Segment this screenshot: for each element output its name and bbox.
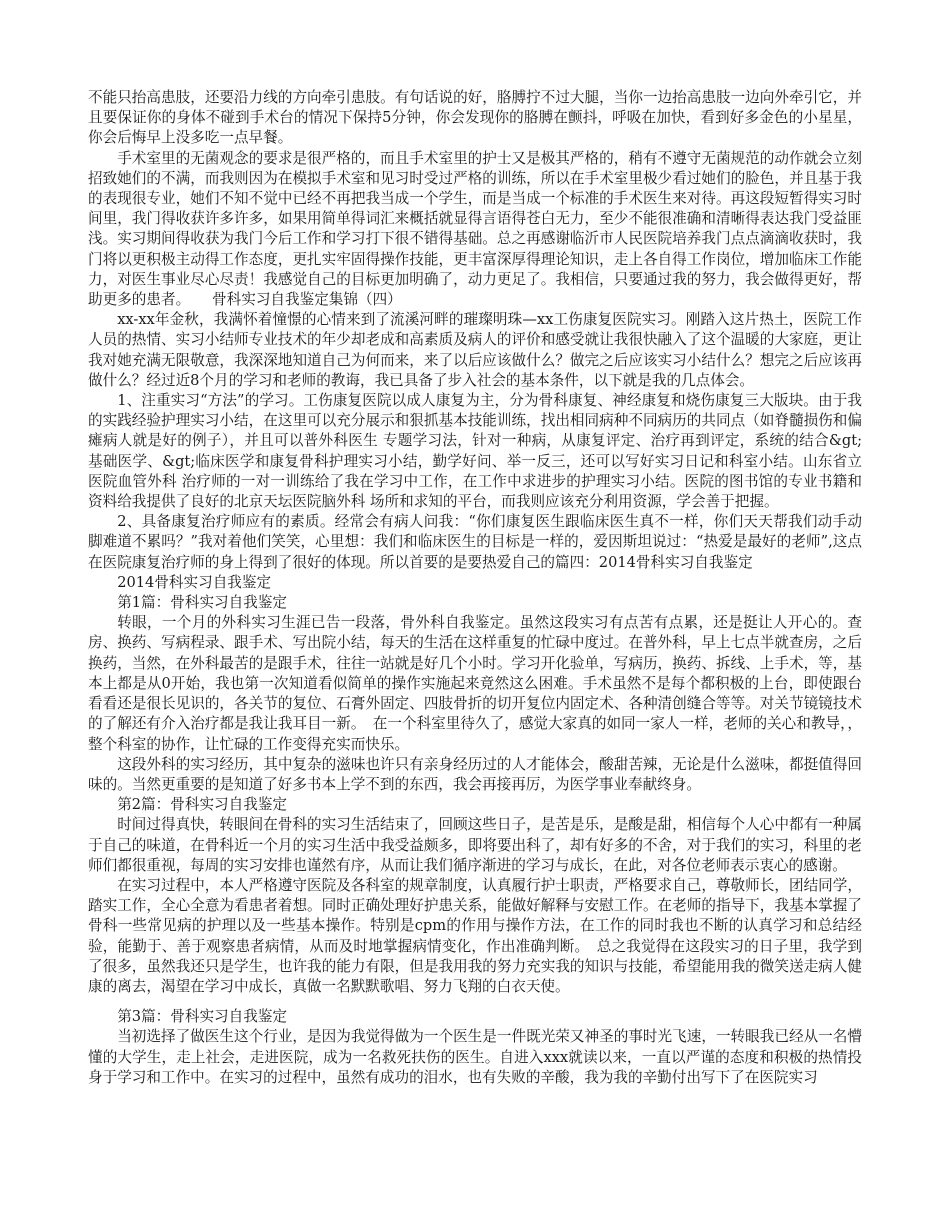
spacer (88, 997, 862, 1007)
section-title: 2014骨科实习自我鉴定 (117, 573, 272, 591)
paragraph-chapter-1-closing: 这段外科的实习经历，其中复杂的滋味也许只有亲身经历过的人才能体会，酸甜苦辣，无论是什么滋味，都挺值得回味的。当然更重要的是知道了好多书本上学不到的东西，我会再接再厉，为医学事业奉献终身。 (88, 755, 862, 793)
chapter-1-title: 第1篇：骨科实习自我鉴定 (117, 594, 288, 612)
paragraph-sterile-concept: 手术室里的无菌观念的要求是很严格的，而且手术室里的护士又是极其严格的，稍有不遵守无菌规范的动作就会立刻招致她们的不满，而我则因为在模拟手术室和见习时受过严格的训练，所以在手术室里极少看过她们的脸色，并且基于我的表现很专业，她们不知不觉中已经不再把我当成一个学生，而是当成一个标准的手术医生来对待。再这段短暂得实习时间里，我门得收获许多许多，如果用简单得词汇来概括就显得言语得苍白无力，至少不能很准确和清晰得表达我门受益匪浅。实习期间得收获为我门今后工作和学习打下很不错得基础。总之再感谢临沂市人民医院培养我门点点滴滴收获时，我门将以更积极主动得工作态度，更扎实牢固得操作技能，更丰富深厚得理论知识，走上各自得工作岗位，增加临床工作能力，对医生事业尽心尽责！我感觉自己的目标更加明确了，动力更足了。我相信，只要通过我的努力，我会做得更好，帮助更多的患者。 骨科实习自我鉴定集锦（四） (88, 149, 862, 309)
paragraph-point-2: 2、具备康复治疗师应有的素质。经常会有病人问我：“你们康复医生跟临床医生真不一样，你们天天帮我们动手动脚难道不累吗？”我对着他们笑笑，心里想：我们和临床医生的目标是一样的，爱因斯坦说过：“热爱是最好的老师”,这点在医院康复治疗师的身上得到了很好的体现。所以首要的是要热爱自己的篇四：2014骨科实习自我鉴定 (88, 513, 862, 571)
paragraph-continued: 不能只抬高患肢，还要沿力线的方向牵引患肢。有句话说的好，胳膊拧不过大腿，当你一边抬高患肢一边向外牵引它，并且要保证你的身体不碰到手术台的情况下保持5分钟，你会发现你的胳膊在颤抖，呼吸在加快，看到好多金色的小星星，你会后悔早上没多吃一点早餐。 (88, 89, 862, 147)
paragraph-autumn-intro: xx-xx年金秋，我满怀着憧憬的心情来到了流溪河畔的璀璨明珠—xx工伤康复医院实习。刚踏入这片热土，医院工作人员的热情、实习小结师专业技术的年少却老成和高素质及病人的评价和感受就让我很快融入了这个温暖的大家庭，更让我对她充满无限敬意，我深深地知道自己为何而来，来了以后应该做什么？做完之后应该实习小结什么？想完之后应该再做什么？经过近8个月的学习和老师的教诲，我已具备了步入社会的基本条件，以下就是我的几点体会。 (88, 311, 862, 389)
paragraph-chapter-2-body: 时间过得真快，转眼间在骨科的实习生活结束了，回顾这些日子，是苦是乐，是酸是甜，相信每个人心中都有一种属于自己的味道，在骨科近一个月的实习生活中我受益颇多，即将要出科了，却有好多的不舍，对于我们的实习，科里的老师们都很重视，每周的实习安排也谨然有序，从而让我们循序渐进的学习与成长，在此，对各位老师表示衷心的感谢。 (88, 816, 862, 874)
paragraph-chapter-3-body: 当初选择了做医生这个行业，是因为我觉得做为一个医生是一件既光荣又神圣的事时光飞速，一转眼我已经从一名懵懂的大学生，走上社会，走进医院，成为一名救死扶伤的医生。自进入xxx就读以来，一直以严谨的态度和积极的热情投身于学习和工作中。在实习的过程中，虽然有成功的泪水，也有失败的辛酸，我为我的辛勤付出写下了在医院实习 (88, 1028, 862, 1086)
paragraph-chapter-2-practice: 在实习过程中，本人严格遵守医院及各科室的规章制度，认真履行护士职责，严格要求自己，尊敬师长，团结同学，踏实工作，全心全意为看患者着想。同时正确处理好护患关系，能做好解释与安慰工作。在老师的指导下，我基本掌握了骨科一些常见病的护理以及一些基本操作。特别是cpm的作用与操作方法，在工作的同时我也不断的认真学习和总结经验，能勤于、善于观察患者病情，从而及时地掌握病情变化，作出准确判断。 总之我觉得在这段实习的日子里，我学到了很多，虽然我还只是学生，也许我的能力有限，但是我用我的努力充实我的知识与技能，希望能用我的微笑送走病人健康的离去，渴望在学习中成长，真做一名默默歌唱、努力飞翔的白衣天使。 (88, 876, 862, 995)
paragraph-chapter-1-body: 转眼，一个月的外科实习生涯已告一段落，骨外科自我鉴定。虽然这段实习有点苦有点累，还是挺让人开心的。查房、换药、写病程录、跟手术、写出院小结，每天的生活在这样重复的忙碌中度过。在普外科，早上七点半就查房，之后换药，当然，在外科最苦的是跟手术，往往一站就是好几个小时。学习开化验单，写病历，换药、拆线、上手术，等，基本上都是从0开始，我也第一次知道看似简单的操作实施起来竟然这么困难。手术虽然不是每个都积极的上台，即使跟台看看还是很长见识的，各关节的复位、石膏外固定、四肢骨折的切开复位内固定术、各种清创缝合等等。对关节镜镜技术的了解还有介入治疗都是我让我耳目一新。 在一个科室里待久了，感觉大家真的如同一家人一样，老师的关心和教导，，整个科室的协作，让忙碌的工作变得充实而快乐。 (88, 614, 862, 753)
chapter-3-title: 第3篇：骨科实习自我鉴定 (117, 1008, 288, 1026)
chapter-2-title: 第2篇：骨科实习自我鉴定 (117, 796, 288, 814)
paragraph-point-1: 1、注重实习“方法”的学习。工伤康复医院以成人康复为主，分为骨科康复、神经康复和烧伤康复三大版块。由于我的实践经验护理实习小结，在这里可以充分展示和狠抓基本技能训练，找出相同病种不同病历的共同点（如脊髓损伤和偏瘫病人就是好的例子），并且可以普外科医生 专题学习法，针对一种病，从康复评定、治疗再到评定，系统的结合&gt;基础医学、&gt;临床医学和康复骨科护理实习小结，勤学好问、举一反三，还可以写好实习日记和科室小结。山东省立医院血管外科 治疗师的一对一训练给了我在学习中工作，在工作中求进步的护理实习小结。医院的图书馆的专业书籍和资料给我提供了良好的北京天坛医院脑外科 场所和求知的平台，而我则应该充分利用资源，学会善于把握。 (88, 392, 862, 511)
